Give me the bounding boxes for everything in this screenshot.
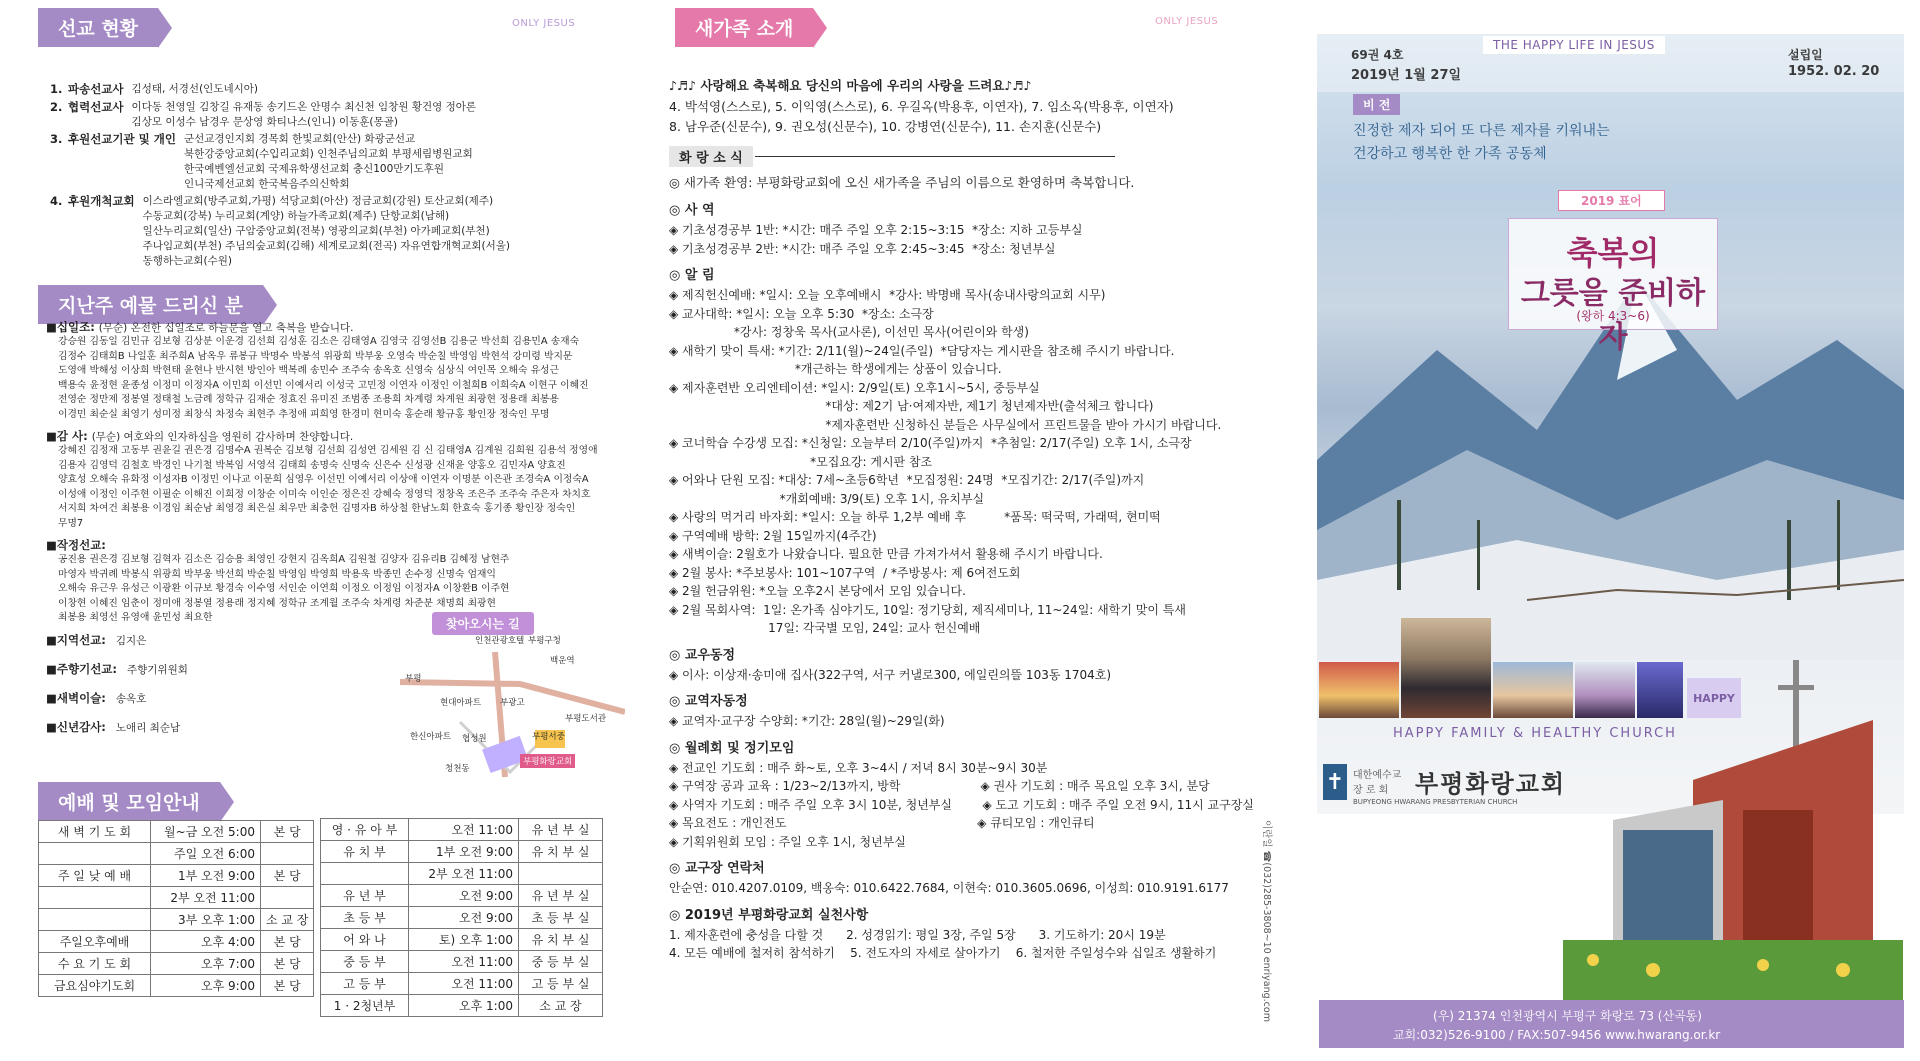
worship-row (39, 887, 314, 909)
map-label: 부평구청 (528, 636, 561, 646)
mission-text (132, 82, 258, 98)
worship-cell: 토) 오후 1:00 (409, 929, 519, 951)
mission-num: 2. (50, 99, 63, 114)
church-logo (1323, 764, 1347, 800)
mission-text-line: 동행하는교회(수원) (142, 254, 232, 267)
worship-row (321, 951, 603, 973)
mission-text-line: 북한강중앙교회(수입리교회) 인천주님의교회 부평세림병원교회 (184, 147, 473, 160)
worship-cell: 오후 1:00 (409, 995, 519, 1017)
map-label: 부광고 (500, 698, 525, 708)
offering-label: ■주향기선교: (46, 661, 118, 676)
news-item: ◈ 2월 봉사: *주보봉사: 101~107구역 / *주방봉사: 제 6여전도회 (669, 565, 1021, 580)
news-item: ◈ 코너학습 수강생 모집: *신청일: 오늘부터 2/10(주일)까지 *추첨일: 2/17(주일) 오후 1시, 소극장 (669, 436, 1192, 450)
news-item: ◈ 새벽이슬: 2월호가 나왔습니다. 필요한 만큼 가져가셔서 활용해 주시기 바랍니다. (669, 547, 1103, 561)
issue-date: 2019년 1월 27일 (1351, 68, 1462, 83)
worship-cell: 유 년 부 실 (519, 885, 603, 907)
mission-text-line: 인니국제선교회 한국복음주의신학회 (184, 177, 350, 190)
church-phone: 교회:032)526-9100 / FAX:507-9456 www.hwarang.or.kr (1393, 1028, 1721, 1042)
worship-cell: 소 교 장 (519, 995, 603, 1017)
offering-names: 강혜진 김정재 고동부 권윤길 권은경 김명수A 권복순 김보형 김선희 김성연 김세원 김 신 김태영A 김계원 김희원 김용석 정영애 김용자 김영덕 김철호 박경인 나기철 박복임 서영석 김태희 송명숙 신명숙 신은수 신성광 신재윤 양홍오 김민자A 양효진 양효성 오해숙 유화정 이성자B 이정민 이나교 이문희 심영우 이선민 이예서리 이상애 이연자 이명분 이은관 조경숙A 이정숙A 이성애 이정인 이주현 이필순 이해진 이희정 이창순 이미숙 이인순 정은진 강혜숙 정영덕 정창옥 조은주 조주숙 주은자 차치호 서지희 차여건 최봉용 이경임 최순남 최영경 최은실 최우만 최충헌 김명자B 하상철 한남노회 한효숙 홍기종 황인장 정숙인 무명7 (58, 445, 598, 529)
worship-cell: 금요심야기도회 (39, 975, 151, 997)
map-label: 청천동 (445, 764, 470, 774)
worship-row (39, 909, 314, 931)
vision-line-1: 진정한 제자 되어 또 다른 제자를 키워내는 (1353, 123, 1610, 139)
motto-verse: (왕하 4:3~6) (1576, 309, 1650, 323)
worship-cell: 오후 7:00 (151, 953, 261, 975)
offering-label: ■감 사: (46, 429, 88, 443)
mission-label: 협력선교사 (68, 99, 124, 114)
offering-section-title: 지난주 예물 드리신 분 (38, 285, 263, 324)
worship-cell (519, 863, 603, 885)
news-section-heading: ◎ 교역자동정 (669, 694, 748, 709)
offering-names: 김지은 (115, 634, 147, 647)
offering-names: 주향기위원회 (127, 663, 188, 676)
mission-item (50, 100, 610, 130)
church-english-name: BUPYEONG HWARANG PRESBYTERIAN CHURCH (1353, 798, 1518, 806)
worship-cell (39, 887, 151, 909)
tagline (1483, 36, 1665, 54)
map-label: 협성원 (462, 734, 487, 744)
mission-label: 후원개척교회 (68, 193, 135, 208)
worship-row (39, 931, 314, 953)
worship-cell: 고 등 부 (321, 973, 409, 995)
news-item: *대상: 제2기 남·여제자반, 제1기 청년제자반(출석체크 합니다) (669, 399, 1154, 413)
worship-row (321, 819, 603, 841)
news-divider (755, 156, 1115, 157)
denomination-1: 대한예수교 (1353, 770, 1402, 781)
vision-line-2: 건강하고 행복한 한 가족 공동체 (1353, 146, 1547, 162)
worship-cell: 1부 오전 9:00 (409, 841, 519, 863)
worship-row (321, 841, 603, 863)
offering-names: 송옥호 (115, 692, 147, 705)
news-item: *개근하는 학생에게는 상품이 있습니다. (669, 362, 1002, 376)
offering-names: 노애리 최순남 (115, 721, 181, 734)
church-address: (우) 21374 인천광역시 부평구 화랑로 73 (산곡동) (1433, 1009, 1702, 1023)
worship-cell: 수 요 기 도 회 (39, 953, 151, 975)
worship-row (321, 973, 603, 995)
mission-item (50, 194, 610, 269)
worship-cell: 오전 11:00 (409, 973, 519, 995)
map-label: 한신아파트 (410, 732, 452, 742)
worship-cell: 본 당 (261, 821, 314, 843)
map-label: 부평서중 (532, 732, 565, 742)
new-family-title: 새가족 소개 (675, 8, 813, 47)
mission-text-line: 이스라엘교회(방주교회,가평) 석당교회(아산) 정금교회(강원) 토산교회(제주) (142, 194, 494, 207)
worship-cell: 소 교 장 (261, 909, 314, 931)
welcome-song: ♪♬♪ 사랑해요 축복해요 당신의 마음에 우리의 사랑을 드려요♪♬♪ (669, 78, 1032, 93)
offering-note: (무순) 여호와의 인자하심을 영원히 감사하며 찬양합니다. (91, 431, 354, 443)
worship-row (39, 843, 314, 865)
news-item: ◈ 교사대학: *일시: 오늘 오후 5:30 *장소: 소극장 (669, 306, 934, 321)
tagline-text: THE HAPPY LIFE IN JESUS (1493, 38, 1655, 52)
news-item: ◈ 구역예배 방학: 2월 15일까지(4주간) (669, 528, 877, 543)
worship-cell: 유 치 부 (321, 841, 409, 863)
worship-cell: 오전 11:00 (409, 819, 519, 841)
mission-label: 후원선교기관 및 개인 (68, 131, 176, 146)
news-item: ◈ 목요전도 : 개인전도 ◈ 큐티모임 : 개인큐티 (669, 816, 1095, 830)
worship-cell: 초 등 부 (321, 907, 409, 929)
mission-text (184, 132, 473, 192)
worship-row (39, 953, 314, 975)
news-item: ◈ 기초성경공부 2반: *시간: 매주 주일 오후 2:45~3:45 *장소: 청년부실 (669, 241, 1056, 256)
map-label: 백운역 (550, 656, 575, 666)
cover-panel (1283, 0, 1920, 1061)
news-section-heading: ◎ 알 림 (669, 268, 715, 283)
photo-pastor (1401, 618, 1491, 718)
news-title: 화 랑 소 식 (669, 146, 753, 167)
worship-cell: 1 · 2청년부 (321, 995, 409, 1017)
worship-cell: 2부 오전 11:00 (151, 887, 261, 909)
offering-names: 공진용 권은경 김보형 김혁자 김소은 김승용 최영인 강현지 김옥희A 김원철 김양자 김유리B 김혜정 남현주 마영자 박귀례 박봉식 위광희 박부웅 박선희 박순칠 박영임 박영희 박용욱 박종민 손수정 신명숙 엄재익 오해숙 유근우 유성근 이광환 이규보 황경숙 이수영 서인순 이연희 이정오 이정임 이정자A 이창환B 이주현 이창현 이혜진 임춘이 정미애 정봉열 정용래 정지혜 정학규 조계월 조주숙 차계령 차준분 채명희 최광현 최봉용 최영선 유영애 윤민성 최요한 (58, 554, 510, 623)
news-item: ◈ 어와나 단원 모집: *대상: 7세~초등6학년 *모집정원: 24명 *모집기간: 2/17(주일)까지 (669, 473, 1145, 487)
news-item: 17일: 각국별 모임, 24일: 교사 헌신예배 (669, 621, 981, 635)
worship-cell: 본 당 (261, 865, 314, 887)
worship-cell: 유 년 부 (321, 885, 409, 907)
worship-cell (39, 843, 151, 865)
worship-row (321, 907, 603, 929)
mission-num: 4. (50, 193, 63, 208)
worship-row (321, 863, 603, 885)
news-item: 안순연: 010.4207.0109, 백옹숙: 010.6422.7684, 이현숙: 010.3605.0696, 이성희: 010.9191.6177 (669, 881, 1229, 895)
church-building-image (1563, 660, 1903, 1000)
church-name: 부평화랑교회 (1415, 770, 1567, 798)
worship-cell: 오전 9:00 (409, 885, 519, 907)
mission-item (50, 82, 610, 98)
worship-cell (39, 909, 151, 931)
worship-row (39, 821, 314, 843)
worship-cell: 유 치 부 실 (519, 929, 603, 951)
offering-label: ■새벽이슬: (46, 690, 106, 705)
photo-choir (1319, 662, 1399, 718)
news-item: *모집요강: 게시판 참조 (669, 454, 933, 469)
cover-slogan: HAPPY FAMILY & HEALTHY CHURCH (1393, 726, 1677, 741)
map-label: 인천관광호텔 (475, 636, 525, 646)
news-item: ◈ 기획위원회 모임 : 주일 오후 1시, 청년부실 (669, 834, 906, 849)
motto-line-1: 축복의 (1566, 234, 1660, 272)
offering-label: ■지역선교: (46, 632, 106, 647)
worship-cell: 본 당 (261, 953, 314, 975)
map-label: 부평 (405, 674, 422, 684)
offering-header (46, 534, 626, 553)
left-panel (0, 0, 655, 1061)
worship-cell: 오후 9:00 (151, 975, 261, 997)
mission-text-line: 일산누리교회(일산) 구암중앙교회(전북) 영광의교회(부천) 아가페교회(부천) (142, 224, 490, 237)
worship-cell: 3부 오후 1:00 (151, 909, 261, 931)
worship-cell: 본 당 (261, 931, 314, 953)
worship-cell: 유 년 부 실 (519, 819, 603, 841)
founded-date: 1952. 02. 20 (1788, 64, 1880, 79)
worship-cell: 고 등 부 실 (519, 973, 603, 995)
printer-contact: 이란일 ☎(032)285-3808~10 enriyang.com (1261, 820, 1272, 1022)
offering-group (46, 316, 626, 422)
worship-cell: 2부 오전 11:00 (409, 863, 519, 885)
news-section-heading: ◎ 사 역 (669, 203, 715, 218)
worship-cell: 중 등 부 (321, 951, 409, 973)
offering-header (46, 425, 626, 444)
denomination-2: 장 로 회 (1353, 785, 1389, 796)
news-section-heading: ◎ 월례회 및 정기모임 (669, 740, 795, 756)
mission-text-line: 김성태, 서경선(인도네시아) (131, 83, 258, 95)
worship-cell: 유 치 부 실 (519, 841, 603, 863)
mission-num: 1. (50, 82, 63, 96)
news-item: ◈ 구역장 공과 교육 : 1/23~2/13까지, 방학 ◈ 권사 기도회 : 매주 목요일 오후 3시, 분당 (669, 779, 1210, 793)
worship-cell: 영 · 유 아 부 (321, 819, 409, 841)
news-item: ◈ 이사: 이상재·송미애 집사(322구역, 서구 커낼로300, 에일린의뜰 103동 1704호) (669, 667, 1112, 682)
news-item: 1. 제자훈련에 충성을 다할 것 2. 성경읽기: 평일 3장, 주일 5장 3. 기도하기: 20시 19분 (669, 927, 1166, 942)
news-item: ◈ 교역자·교구장 수양회: *기간: 28일(월)~29일(화) (669, 714, 945, 728)
news-item: ◈ 2월 목회사역: 1일: 온가족 심야기도, 10일: 정기당회, 제직세미나, 11~24일: 새학기 맞이 특새 (669, 602, 1186, 617)
worship-row (321, 929, 603, 951)
worship-cell: 오후 4:00 (151, 931, 261, 953)
worship-cell: 주일오후예배 (39, 931, 151, 953)
offering-label: ■작정선교: (46, 538, 106, 552)
news-item: ◈ 제자훈련반 오리엔테이션: *일시: 2/9일(토) 오후1시~5시, 중등부실 (669, 380, 1040, 395)
worship-cell: 본 당 (261, 975, 314, 997)
worship-cell (321, 863, 409, 885)
new-members-line-1: 4. 박석영(스스로), 5. 이익영(스스로), 6. 우길옥(박용후, 이연자), 7. 임소옥(박용후, 이연자) (669, 98, 1174, 114)
worship-cell (261, 887, 314, 909)
mission-section-title: 선교 현황 (38, 8, 158, 47)
map-title: 찾아오시는 길 (432, 612, 534, 635)
worship-cell: 새 벽 기 도 회 (39, 821, 151, 843)
offering-names: 강승원 김동일 김민규 김보형 김상분 이운경 김선희 김성훈 김소은 김태영A 김영국 김영선B 김용군 박선희 김용민A 송재숙 김정수 김태희B 나일훈 최주희A 남옥우 류봉규 박명수 박봉석 위광희 박부웅 오영숙 박순칠 박영임 박현석 강미령 박지문 도영애 박해성 이상희 박현태 윤현나 반시현 방인아 백복례 송민수 조주숙 송옥호 신영숙 심상식 여인목 오해숙 유성근 백용숙 윤정현 윤종성 이정미 이정자A 이민희 이선민 이예서리 이성국 고민정 이연자 이정인 이철희B 이희숙A 이현구 이혜진 전영순 정만제 정봉열 정태철 노금례 정학규 김재순 정효진 유미진 조범종 조용희 차계령 차계원 최광현 정용래 최봉용 이경민 최순실 최영기 성미정 최창식 차정숙 최현주 추정애 피희영 한경미 현미숙 홍순래 황규홍 황인장 정숙인 무명 (58, 336, 589, 420)
news-item: ◈ 기초성경공부 1반: *시간: 매주 주일 오후 2:15~3:15 *장소: 지하 고등부실 (669, 223, 1083, 237)
middle-panel (655, 0, 1283, 1061)
new-family-welcome: ◎ 새가족 환영: 부평화랑교회에 오신 새가족을 주님의 이름으로 환영하며 축복합니다. (669, 174, 1135, 190)
happy-badge-text: HAPPY (1693, 691, 1735, 705)
worship-cell: 초 등 부 실 (519, 907, 603, 929)
mission-label: 파송선교사 (68, 82, 124, 96)
news-item: ◈ 새학기 맞이 특새: *기간: 2/11(월)~24일(주일) *담당자는 게시판을 참조해 주시기 바랍니다. (669, 343, 1175, 358)
news-item: *강사: 정창욱 목사(교사론), 이선민 목사(어린이와 학생) (669, 325, 1029, 339)
photo-group (1493, 662, 1573, 718)
worship-cell: 오전 11:00 (409, 951, 519, 973)
news-item: *제자훈련반 신청하신 분들은 사무실에서 프린트물을 받아 가시기 바랍니다. (669, 417, 1222, 432)
worship-section-title: 예배 및 모임안내 (38, 782, 220, 821)
news-section-heading: ◎ 교구장 연락처 (669, 861, 765, 876)
mission-text-line: 수동교회(강북) 누리교회(계양) 하늘가족교회(제주) 단항교회(남해) (142, 209, 450, 222)
cross-icon: ✝ (1325, 769, 1345, 795)
map-label: 부평화랑교회 (520, 754, 575, 768)
offering-note: (무순) 온전한 십일조로 하늘문을 열고 축복을 받습니다. (98, 322, 354, 334)
news-item: ◈ 사랑의 먹거리 바자회: *일시: 오늘 하루 1,2부 예배 후 *품목: 떡국떡, 가래떡, 현미떡 (669, 510, 1161, 524)
mission-text-line: 이다동 천영일 김창길 유재동 송기드온 안명수 최신천 임창원 황건영 정아론 (131, 100, 477, 113)
worship-cell (261, 843, 314, 865)
mission-text-line: 군선교경인지회 경목회 한빛교회(안산) 화광군선교 (184, 132, 416, 145)
worship-cell: 주 일 낮 예 배 (39, 865, 151, 887)
only-jesus-badge: ONLY JESUS (512, 18, 576, 29)
mission-text-line: 한국예벤엘선교회 국제유학생선교회 충신100만기도후원 (184, 162, 445, 175)
worship-cell: 1부 오전 9:00 (151, 865, 261, 887)
only-jesus-badge-2: ONLY JESUS (1155, 16, 1219, 27)
offering-label: ■십일조: (46, 320, 95, 334)
worship-cell: 월~금 오전 5:00 (151, 821, 261, 843)
mission-text-line: 김상모 이성수 남경우 문상영 화티나스(인니) 이동훈(몽골) (131, 115, 398, 128)
mission-list (50, 82, 610, 271)
mission-item (50, 132, 610, 192)
vision-label: 비 전 (1353, 94, 1400, 115)
motto-line-2: 그릇을 준비하자 (1520, 276, 1706, 355)
mission-text (132, 100, 476, 130)
worship-row (39, 865, 314, 887)
worship-row (321, 885, 603, 907)
news-lines (669, 201, 1269, 963)
news-section-heading: ◎ 교우동정 (669, 647, 736, 663)
volume-number: 69권 4호 (1351, 48, 1404, 62)
offering-label: ■신년감사: (46, 719, 106, 734)
news-item: ◈ 제직헌신예배: *일시: 오늘 오후예배시 *강사: 박명배 목사(송내사랑의교회 시무) (669, 288, 1106, 302)
worship-row (39, 975, 314, 997)
offering-group (46, 425, 626, 531)
worship-table-main (38, 820, 314, 997)
news-item: ◈ 사역자 기도회 : 매주 주일 오후 3시 10분, 청년부실 ◈ 도고 기도회 : 매주 주일 오전 9시, 11시 교구장실 (669, 797, 1254, 812)
worship-cell: 어 와 나 (321, 929, 409, 951)
worship-cell: 중 등 부 실 (519, 951, 603, 973)
worship-table-education (320, 818, 603, 1017)
news-item: ◈ 전교인 기도회 : 매주 화~토, 오후 3~4시 / 저녁 8시 30분~9시 30분 (669, 760, 1048, 775)
mission-text (143, 194, 510, 269)
map-label: 현대아파트 (440, 698, 482, 708)
news-section-heading: ◎ 2019년 부평화랑교회 실천사항 (669, 907, 869, 923)
news-item: 4. 모든 예배에 철저히 참석하기 5. 전도자의 자세로 살아가기 6. 철저한 주일성수와 십일조 생활하기 (669, 946, 1217, 960)
map-label: 부평도서관 (565, 714, 607, 724)
worship-cell: 오전 9:00 (409, 907, 519, 929)
founded-label: 설립일 (1788, 48, 1823, 62)
news-item: *개회예배: 3/9(토) 오후 1시, 유치부실 (669, 491, 985, 506)
news-item: ◈ 2월 헌금위원: *오늘 오후2시 본당에서 모임 있습니다. (669, 584, 966, 598)
new-members-line-2: 8. 남우준(신문수), 9. 권오성(신문수), 10. 강병연(신문수), 11. 손지훈(신문수) (669, 119, 1102, 134)
directions-map (400, 612, 625, 782)
year-motto-label: 2019 표어 (1558, 190, 1665, 211)
worship-row (321, 995, 603, 1017)
worship-cell: 주일 오전 6:00 (151, 843, 261, 865)
mission-num: 3. (50, 131, 63, 146)
offering-header (46, 316, 626, 335)
mission-text-line: 주나임교회(부천) 주님의숲교회(김해) 세계로교회(전곡) 자유연합개혁교회(서울) (142, 239, 511, 252)
